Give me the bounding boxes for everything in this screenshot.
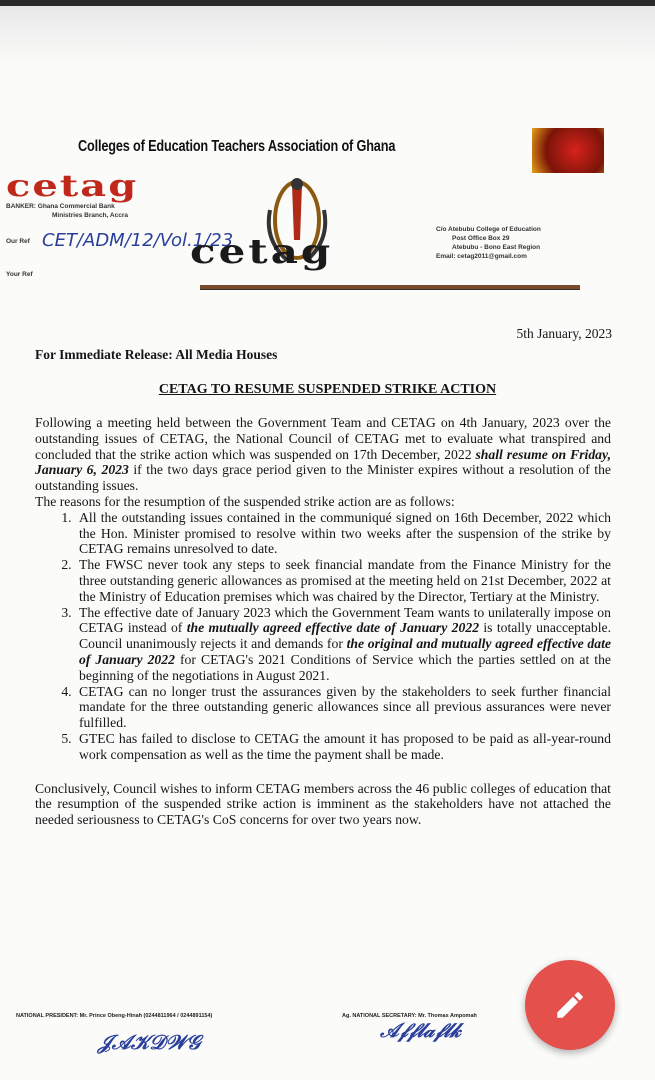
organization-name: Colleges of Education Teachers Association of Ghana <box>78 138 396 155</box>
address-line-2: Post Office Box 29 <box>452 235 510 242</box>
flag-emblem <box>532 128 604 173</box>
president-signature-line: NATIONAL PRESIDENT: Mr. Prince Obeng-Hinah (0244811964 / 0244891154) <box>16 1013 213 1019</box>
top-shade <box>0 6 655 66</box>
branch: Ministries Branch, Accra <box>52 212 128 219</box>
edit-button[interactable] <box>525 960 615 1050</box>
reasons-list <box>35 510 611 763</box>
president-signature: 𝒥𝒜𝒦𝒟𝒲𝒢 <box>98 1030 201 1054</box>
address-line-3: Atebubu - Bono East Region <box>452 244 541 251</box>
secretary-signature-line: Ag. NATIONAL SECRETARY: Mr. Thomas Ampomah <box>342 1013 477 1019</box>
reason-item: 5. GTEC has failed to disclose to CETAG the amount it has proposed to be paid as all-year-round work compensation as well as the time the payment shall be made. <box>75 731 611 763</box>
letterhead-rule <box>200 285 580 290</box>
release-line: For Immediate Release: All Media Houses <box>35 347 278 362</box>
cetag-logo-black: cetag <box>190 232 334 272</box>
secretary-signature: 𝒜𝒻𝒻𝓁𝒶𝒻𝓁𝓀 <box>380 1018 461 1042</box>
our-ref-label: Our Ref <box>6 238 30 245</box>
banker: BANKER: Ghana Commercial Bank <box>6 203 115 210</box>
reason-item: 3. The effective date of January 2023 which the Government Team wants to unilaterally impose on CETAG instead of the mutually agreed effective date of January 2022 is totally unacceptable. Council unanimously rejects it and demands for the original and mutually agreed effective date of January 2022 for CETAG's 2021 Conditions of Service which the parties settled on at the beginning of the negotiations in August 2021. <box>75 605 611 684</box>
reason-item: 4. CETAG can no longer trust the assurances given by the stakeholders to seek further financial mandate for the three outstanding generic allowances since all previous assurances were never fulfilled. <box>75 684 611 731</box>
reasons-intro: The reasons for the resumption of the suspended strike action are as follows: <box>35 493 455 509</box>
your-ref-label: Your Ref <box>6 271 33 278</box>
reason-item: 1. All the outstanding issues contained in the communiqué signed on 16th December, 2022 which the Hon. Minister promised to resolve within two weeks after the suspension of the strike by CETAG remains unresolved to date. <box>75 510 611 557</box>
document-title: CETAG TO RESUME SUSPENDED STRIKE ACTION <box>158 382 497 397</box>
conclusion-paragraph: Conclusively, Council wishes to inform CETAG members across the 46 public colleges of education that the resumption of the suspended strike action is imminent as the stakeholders have not attached the needed seriousness to CETAG's CoS concerns for over two years now. <box>35 780 611 828</box>
reason-item: 2. The FWSC never took any steps to seek financial mandate from the Finance Ministry for the three outstanding generic allowances as promised at the meeting held on 21st December, 2022 at the Ministry of Education premises which was chaired by the Director, Tertiary at the Ministry. <box>75 557 611 604</box>
intro-paragraph: Following a meeting held between the Government Team and CETAG on 4th January, 2023 over the outstanding issues of CETAG, the National Council of CETAG met to evaluate what transpired and concluded that the strike action which was suspended on 17th December, 2022 shall resume on Friday, January 6, 2023 if the two days grace period given to the Minister expires without a resolution of the outstanding issues. <box>35 415 612 494</box>
document-body <box>35 415 611 828</box>
our-ref: CET/ADM/12/Vol.1/23 <box>42 230 234 251</box>
cetag-logo-red: cetag <box>6 168 139 204</box>
letter-date: 5th January, 2023 <box>516 326 612 341</box>
address-email: Email: cetag2011@gmail.com <box>436 253 527 260</box>
pencil-icon <box>553 988 587 1022</box>
address-line-1: C/o Atebubu College of Education <box>436 226 541 233</box>
